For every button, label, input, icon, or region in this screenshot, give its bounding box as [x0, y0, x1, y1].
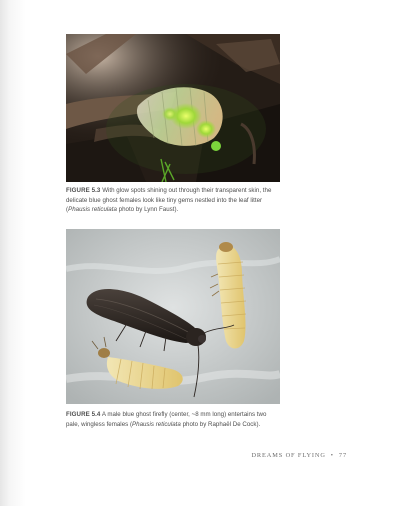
figure-5-4-caption — [66, 410, 281, 429]
caption-text: With glow spots shining out through their transparent skin, the delicate blue ghost females look like tiny gems nestled into the leaf litter ( — [66, 187, 272, 214]
caption-text: A male blue ghost firefly (center, ~8 mm long) entertains two pale, wingless females ( — [66, 411, 267, 428]
species-name: Phausis reticulata — [132, 420, 181, 428]
photo-credit: photo by Raphaël De Cock). — [180, 420, 261, 428]
figure-5-3-photo — [66, 34, 280, 182]
species-name: Phausis reticulata — [68, 206, 117, 214]
page-footer — [251, 452, 347, 459]
figure-5-3-caption — [66, 186, 281, 215]
footer-separator: • — [330, 452, 334, 459]
running-head: DREAMS OF FLYING — [251, 452, 326, 459]
page-number: 77 — [338, 452, 347, 459]
photo-credit: photo by Lynn Faust). — [116, 206, 179, 214]
figure-5-4-photo — [66, 229, 280, 404]
figure-label: FIGURE 5.4 — [66, 411, 101, 418]
figure-label: FIGURE 5.3 — [66, 187, 101, 194]
